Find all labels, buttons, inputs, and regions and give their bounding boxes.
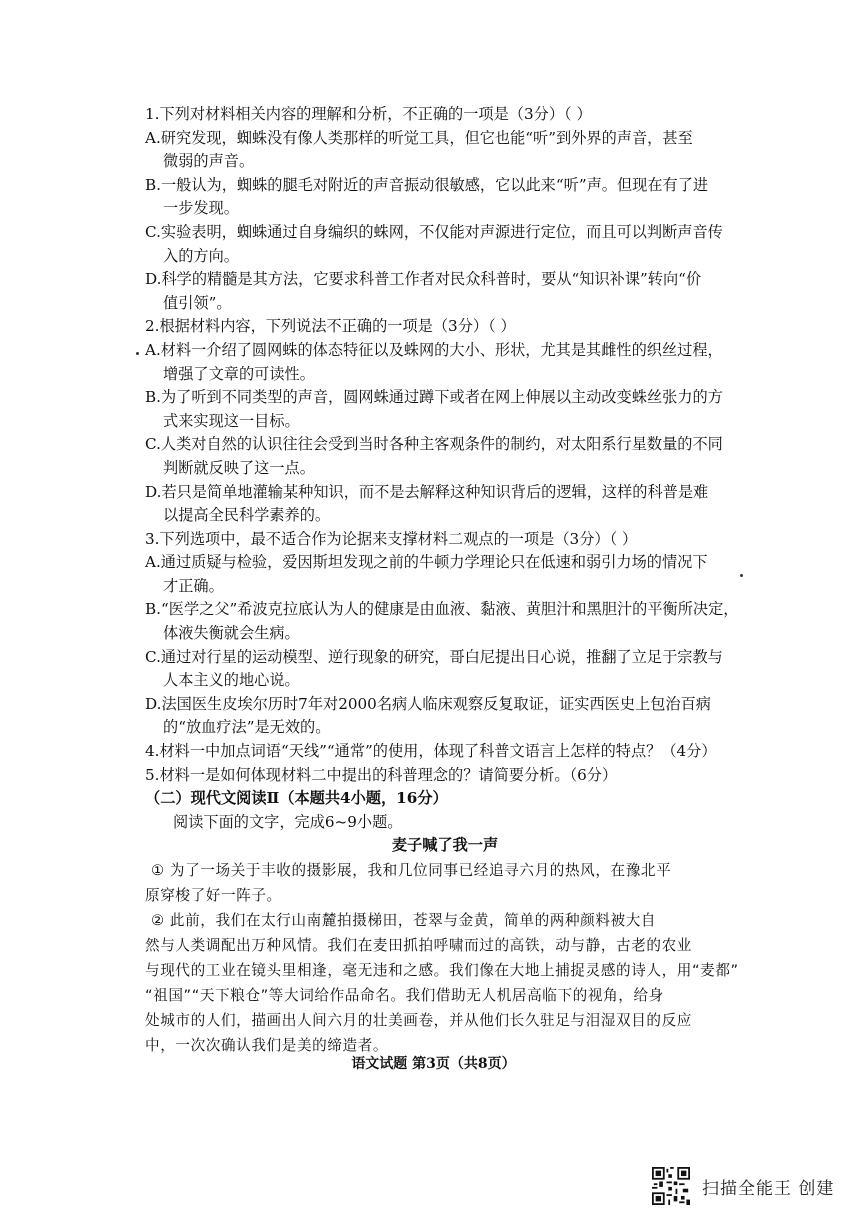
- watermark-text: 扫描全能王 创建: [702, 1178, 835, 1199]
- q2-option-c: C.人类对自然的认识往往会受到当时各种主客观条件的制约，对太阳系行星数量的不同: [145, 435, 723, 454]
- story-paragraph-2-line-3: 与现代的工业在镜头里相逢，毫无违和之感。我们像在大地上捕捉灵感的诗人，用“麦都”: [145, 962, 739, 979]
- q3-option-c-cont: 人本主义的地心说。: [163, 671, 300, 690]
- page-footer: 语文试题 第3页（共8页）: [351, 1056, 516, 1072]
- q1-option-d: D.科学的精髓是其方法，它要求科普工作者对民众科普时，要从“知识补课”转向“价: [145, 270, 702, 289]
- section-instruction: 阅读下面的文字，完成6~9小题。: [173, 812, 403, 831]
- q3-option-a-cont: 才正确。: [163, 576, 224, 595]
- qr-code-icon: [652, 1167, 690, 1205]
- q5: 5.材料一是如何体现材料二中提出的科普理念的？请简要分析。（6分）: [145, 765, 618, 784]
- q1-option-c: C.实验表明，蜘蛛通过自身编织的蛛网，不仅能对声源进行定位，而且可以判断声音传: [145, 222, 723, 241]
- story-paragraph-2-line-2: 然与人类调配出万种风情。我们在麦田抓拍呼啸而过的高铁，动与静，古老的农业: [145, 937, 692, 954]
- q2-option-b: B.为了听到不同类型的声音，圆网蛛通过蹲下或者在网上伸展以主动改变蛛丝张力的方: [145, 388, 723, 407]
- q2-option-d-cont: 以提高全民科学素养的。: [163, 506, 331, 525]
- q2-option-a-cont: 增强了文章的可读性。: [163, 364, 315, 383]
- story-paragraph-1: ① 为了一场关于丰收的摄影展，我和几位同事已经追寻六月的热风，在豫北平: [151, 862, 672, 879]
- q4: 4.材料一中加点词语“天线”“通常”的使用，体现了科普文语言上怎样的特点？（4分）: [145, 742, 717, 761]
- q2-option-d: D.若只是简单地灌输某种知识，而不是去解释这种知识背后的逻辑，这样的科普是难: [145, 482, 709, 501]
- story-title: 麦子喊了我一声: [391, 836, 499, 855]
- scan-speck: [136, 352, 139, 355]
- page-content: [145, 103, 745, 1058]
- q3-stem: 3.下列选项中，最不适合作为论据来支撑材料二观点的一项是（3分）（ ）: [145, 529, 638, 548]
- q3-option-b-cont: 体液失衡就会生病。: [163, 624, 300, 643]
- q1-option-d-cont: 值引领”。: [163, 293, 232, 312]
- q1-option-b: B.一般认为，蜘蛛的腿毛对附近的声音振动很敏感，它以此来“听”声。但现在有了进: [145, 175, 709, 194]
- q2-stem: 2.根据材料内容，下列说法不正确的一项是（3分）（ ）: [145, 317, 516, 336]
- story-paragraph-2-line-5: 处城市的人们，描画出人间六月的壮美画卷，并从他们长久驻足与泪湿双目的反应: [145, 1012, 692, 1029]
- q1-option-a: A.研究发现，蜘蛛没有像人类那样的听觉工具，但它也能“听”到外界的声音，甚至: [145, 128, 693, 147]
- section-heading: （二）现代文阅读Ⅱ（本题共4小题，16分）: [145, 789, 448, 808]
- q2-option-b-cont: 式来实现这一目标。: [163, 411, 300, 430]
- q3-option-a: A.通过质疑与检验，爱因斯坦发现之前的牛顿力学理论只在低速和弱引力场的情况下: [145, 553, 708, 572]
- story-paragraph-2: ② 此前，我们在太行山南麓拍摄梯田，苍翠与金黄，简单的两种颜料被大自: [151, 912, 657, 929]
- q1-option-a-cont: 微弱的声音。: [163, 152, 255, 171]
- scanner-watermark: [652, 1166, 834, 1206]
- q3-option-d: D.法国医生皮埃尔历时7年对2000名病人临床观察反复取证，证实西医史上包治百病: [145, 694, 711, 713]
- q3-option-d-cont: 的“放血疗法”是无效的。: [163, 718, 331, 737]
- scan-speck: [740, 574, 743, 577]
- q1-option-c-cont: 入的方向。: [163, 246, 239, 265]
- story-paragraph-2-line-4: “祖国”“天下粮仓”等大词给作品命名。我们借助无人机居高临下的视角，给身: [145, 987, 664, 1004]
- q3-option-b: B.“医学之父”希波克拉底认为人的健康是由血液、黏液、黄胆汁和黑胆汁的平衡所决定，: [145, 600, 739, 619]
- q1-stem: 1.下列对材料相关内容的理解和分析，不正确的一项是（3分）（ ）: [145, 105, 592, 123]
- q2-option-c-cont: 判断就反映了这一点。: [163, 458, 315, 477]
- story-paragraph-1-cont: 原穿梭了好一阵子。: [145, 887, 282, 904]
- q3-option-c: C.通过对行星的运动模型、逆行现象的研究，哥白尼提出日心说，推翻了立足于宗教与: [145, 647, 723, 666]
- q2-option-a: A.材料一介绍了圆网蛛的体态特征以及蛛网的大小、形状，尤其是其雌性的织丝过程，: [145, 340, 723, 359]
- story-paragraph-2-line-6: 中，一次次确认我们是美的缔造者。: [145, 1037, 389, 1054]
- q1-option-b-cont: 一步发现。: [163, 199, 239, 218]
